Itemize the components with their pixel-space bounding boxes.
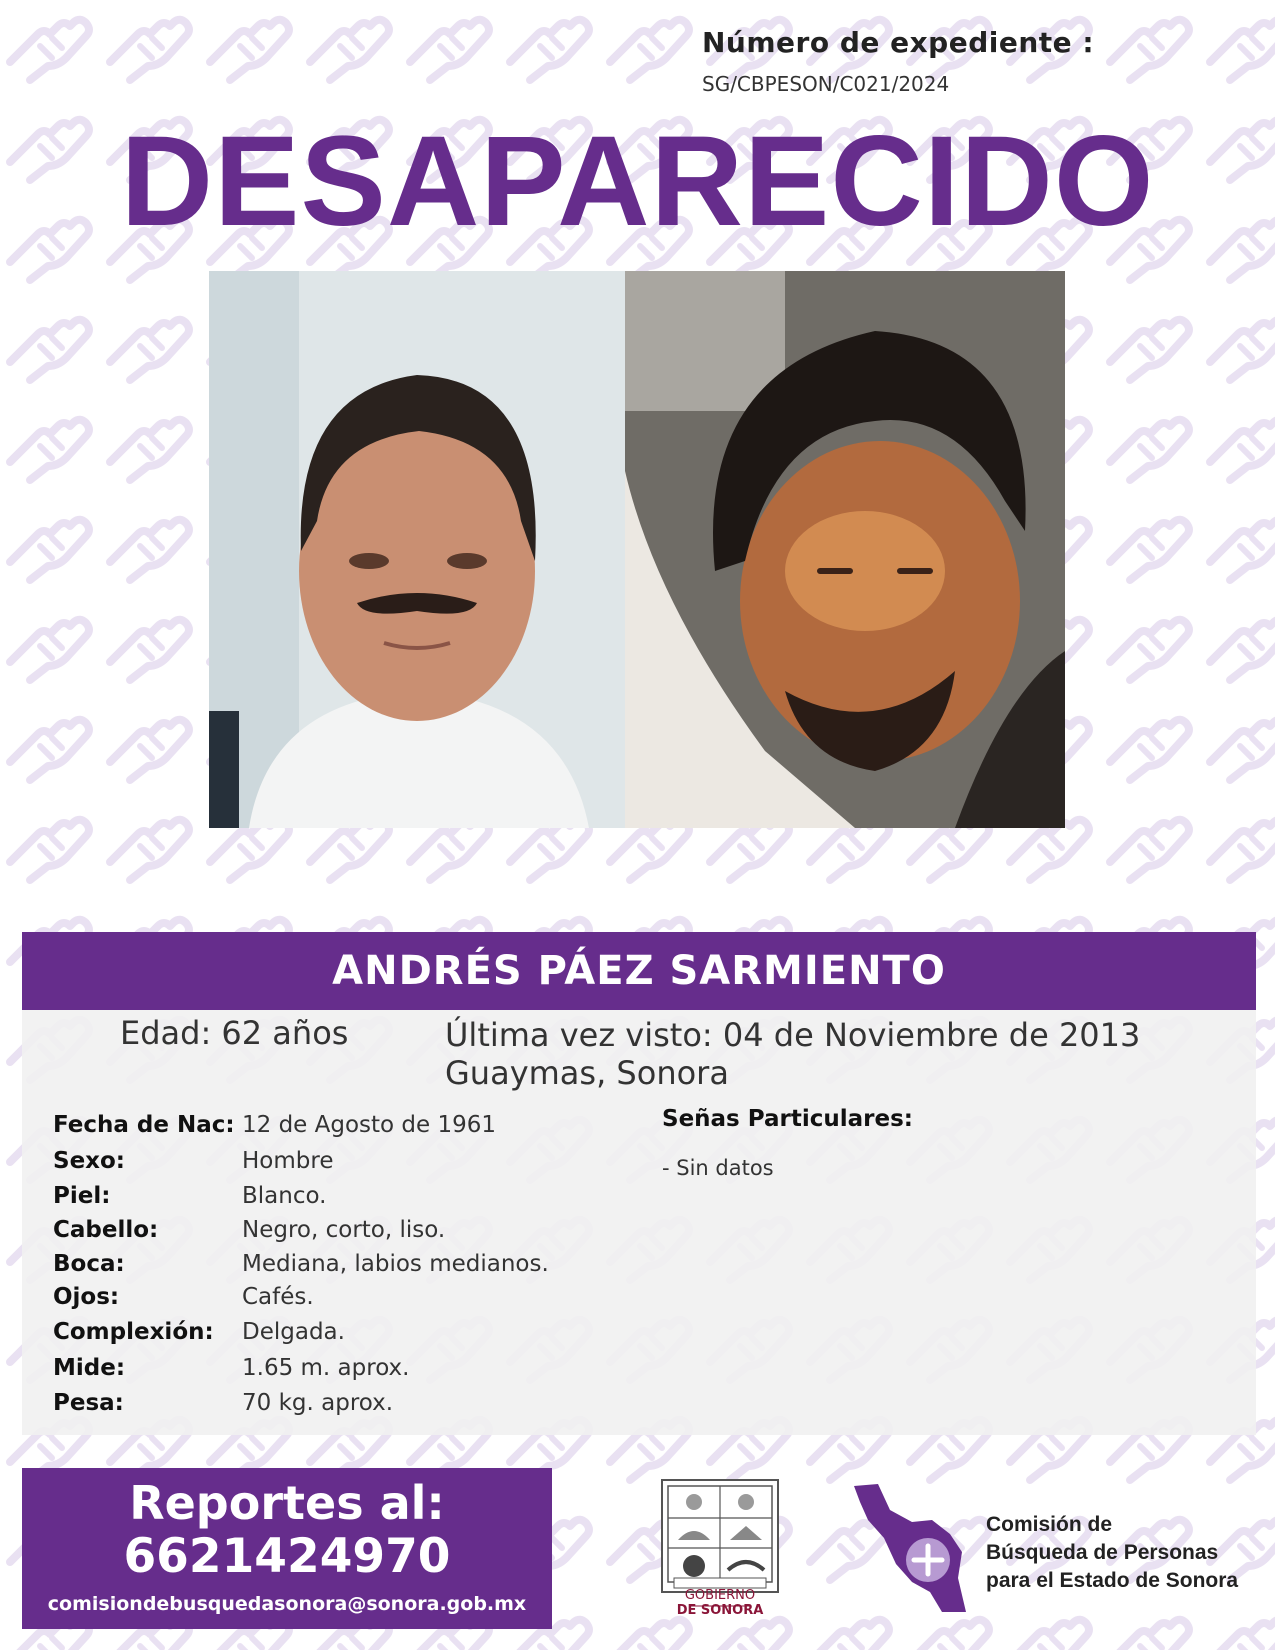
last-seen bbox=[445, 1016, 1140, 1092]
attr-value-eyes: Cafés. bbox=[242, 1284, 314, 1310]
attr-label-weight: Pesa: bbox=[53, 1390, 124, 1416]
age: Edad: 62 años bbox=[120, 1014, 349, 1052]
gobierno-line2: DE SONORA bbox=[676, 1603, 764, 1618]
missing-person-photo-1 bbox=[209, 271, 625, 828]
last-seen-place: Guaymas, Sonora bbox=[445, 1054, 729, 1092]
attr-label-sex: Sexo: bbox=[53, 1148, 125, 1174]
distinguishing-marks-value: - Sin datos bbox=[662, 1156, 774, 1180]
attr-value-birthdate: 12 de Agosto de 1961 bbox=[242, 1112, 497, 1138]
report-email[interactable]: comisiondebusquedasonora@sonora.gob.mx bbox=[47, 1593, 527, 1615]
distinguishing-marks-label: Señas Particulares: bbox=[662, 1106, 913, 1132]
attr-value-skin: Blanco. bbox=[242, 1183, 327, 1209]
attr-label-height: Mide: bbox=[53, 1355, 126, 1381]
comision-busqueda-logo-icon bbox=[850, 1480, 970, 1615]
attr-label-skin: Piel: bbox=[53, 1183, 111, 1209]
person-name: ANDRÉS PÁEZ SARMIENTO bbox=[332, 948, 946, 994]
comision-line3: para el Estado de Sonora bbox=[986, 1569, 1239, 1592]
page-title: DESAPARECIDO bbox=[120, 110, 1155, 253]
last-seen-date: Última vez visto: 04 de Noviembre de 2013 bbox=[445, 1016, 1141, 1054]
attr-label-build: Complexión: bbox=[53, 1319, 214, 1345]
report-phone[interactable]: 6621424970 bbox=[123, 1529, 451, 1584]
attr-value-build: Delgada. bbox=[242, 1319, 345, 1345]
attr-value-sex: Hombre bbox=[242, 1148, 334, 1174]
comision-line1: Comisión de bbox=[986, 1513, 1113, 1536]
attr-label-birthdate: Fecha de Nac: bbox=[53, 1112, 235, 1138]
attr-value-weight: 70 kg. aprox. bbox=[242, 1390, 394, 1416]
attr-value-mouth: Mediana, labios medianos. bbox=[242, 1251, 549, 1277]
attr-label-eyes: Ojos: bbox=[53, 1284, 120, 1310]
report-box bbox=[22, 1468, 552, 1629]
person-name-banner bbox=[22, 932, 1256, 1010]
comision-busqueda-name bbox=[986, 1511, 1238, 1595]
gobierno-sonora-wordmark bbox=[660, 1588, 780, 1618]
report-label: Reportes al: bbox=[129, 1476, 445, 1530]
expediente-number: SG/CBPESON/C021/2024 bbox=[702, 72, 950, 96]
attr-label-hair: Cabello: bbox=[53, 1217, 159, 1243]
comision-line2: Búsqueda de Personas bbox=[986, 1541, 1219, 1564]
attr-label-mouth: Boca: bbox=[53, 1251, 125, 1277]
missing-person-photo-2 bbox=[625, 271, 1065, 828]
gobierno-line1: GOBIERNO bbox=[684, 1588, 756, 1603]
attr-value-hair: Negro, corto, liso. bbox=[242, 1217, 446, 1243]
expediente-label: Número de expediente : bbox=[702, 26, 1095, 59]
attr-value-height: 1.65 m. aprox. bbox=[242, 1355, 410, 1381]
